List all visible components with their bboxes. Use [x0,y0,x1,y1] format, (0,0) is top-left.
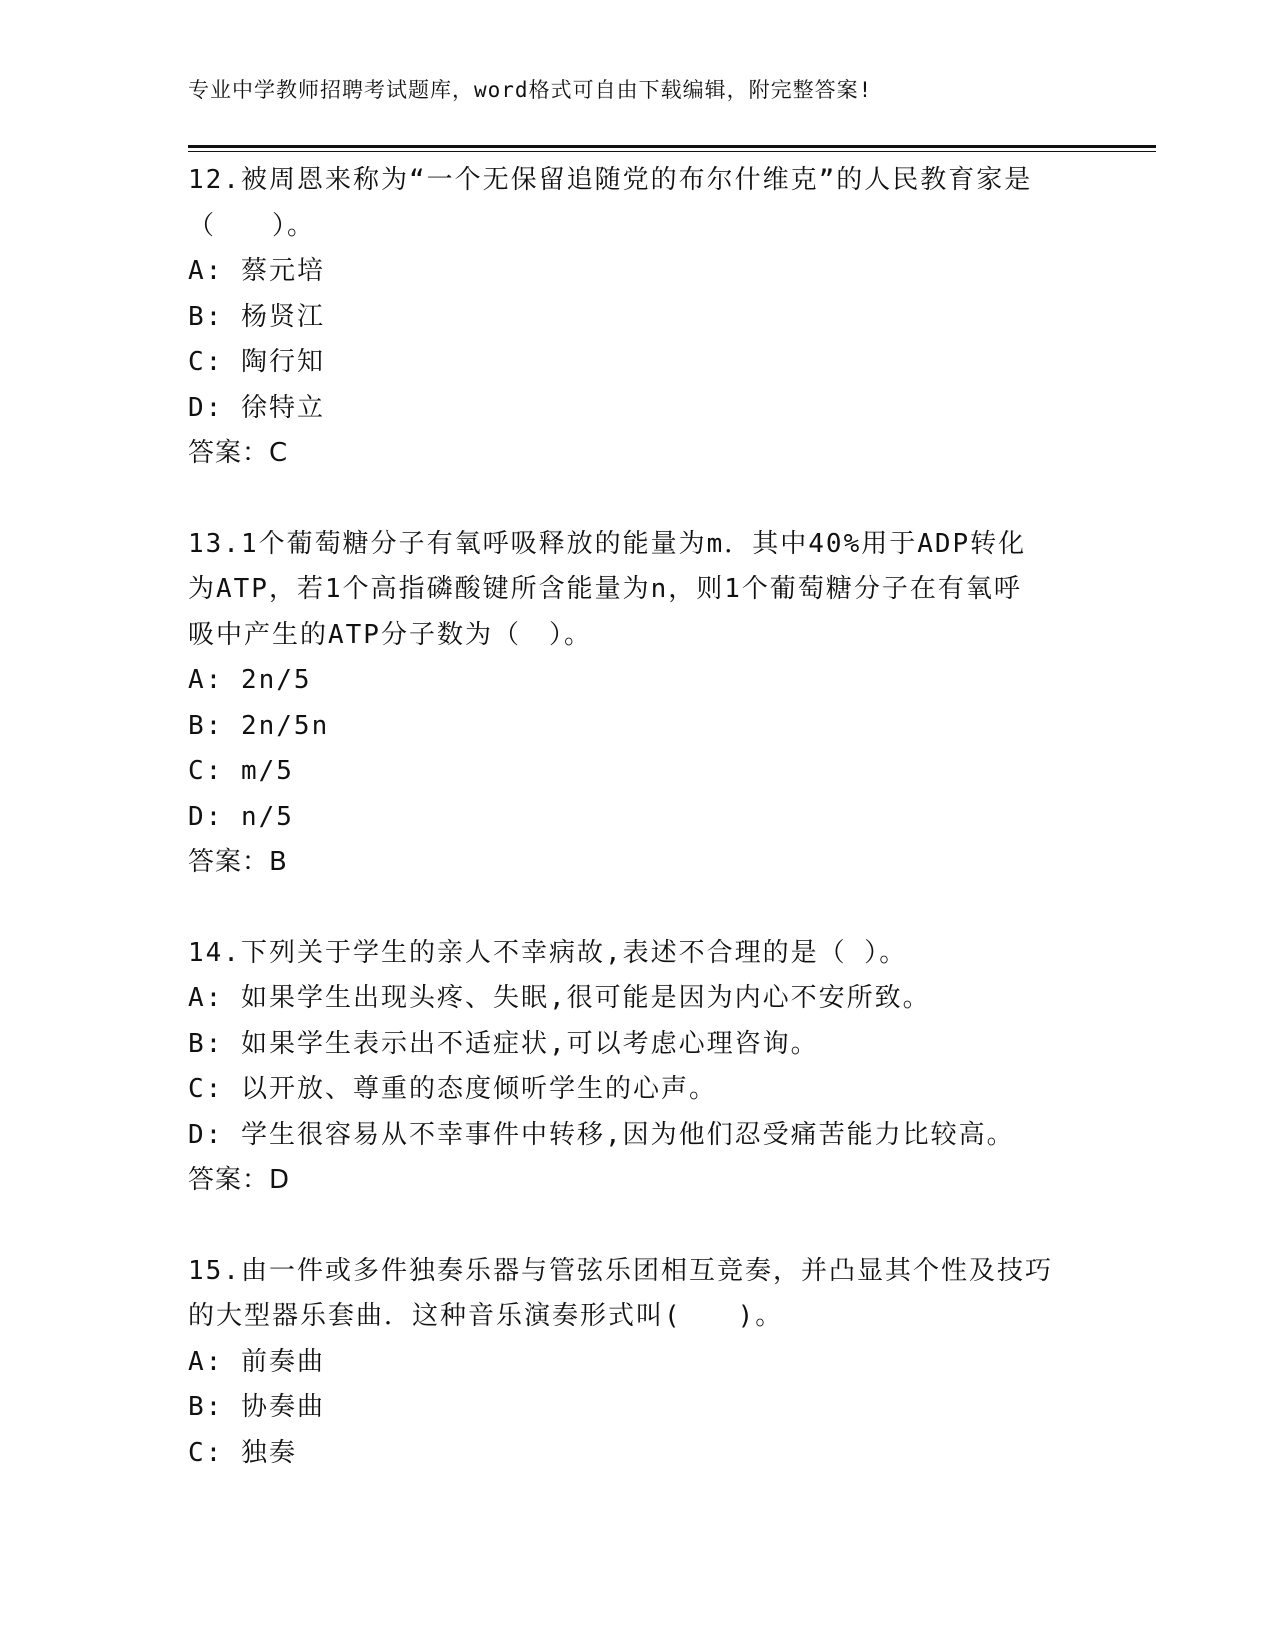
option-a: A: 如果学生出现头疼、失眠,很可能是因为内心不安所致。 [188,983,931,1013]
page-header: 专业中学教师招聘考试题库，word格式可自由下载编辑，附完整答案! [188,78,873,102]
question-text-line: 13.1个葡萄糖分子有氧呼吸释放的能量为m．其中40%用于ADP转化 [188,528,1027,559]
spacer [188,477,1088,522]
option-a: A: 2n/5 [188,665,312,695]
question-text-line: 15.由一件或多件独奏乐器与管弦乐团相互竞奏，并凸显其个性及技巧 [188,1255,1053,1286]
question-14 [188,931,1088,1204]
option-a: A: 前奏曲 [188,1346,325,1377]
option-c: C: 以开放、尊重的态度倾听学生的心声。 [188,1074,717,1104]
question-text-line: 12.被周恩来称为“一个无保留追随党的布尔什维克”的人民教育家是 [188,165,1033,195]
question-text-line: （ ）。 [188,210,316,241]
question-text-line: 的大型器乐套曲．这种音乐演奏形式叫( )。 [188,1301,784,1331]
question-12 [188,158,1088,477]
question-13 [188,522,1088,886]
answer: 答案：C [188,438,289,468]
option-d: D: n/5 [188,801,294,832]
option-d: D: 徐特立 [188,392,325,423]
spacer [188,886,1088,931]
question-text-line: 为ATP，若1个高指磷酸键所含能量为n，则1个葡萄糖分子在有氧呼 [188,574,1022,604]
option-b: B: 如果学生表示出不适症状,可以考虑心理咨询。 [188,1028,819,1059]
option-c: C: m/5 [188,756,294,786]
answer: 答案：D [188,1165,291,1195]
spacer [188,1204,1088,1249]
option-b: B: 杨贤江 [188,301,325,332]
question-list [188,158,1088,1476]
option-b: B: 协奏曲 [188,1392,325,1422]
option-b: B: 2n/5n [188,710,330,741]
option-c: C: 独奏 [188,1437,297,1468]
answer: 答案：B [188,847,288,877]
question-text-line: 14.下列关于学生的亲人不幸病故,表述不合理的是（ ）。 [188,937,908,968]
header-rule-thin [188,151,1156,152]
question-text-line: 吸中产生的ATP分子数为（ ）。 [188,619,592,650]
option-c: C: 陶行知 [188,347,325,377]
option-a: A: 蔡元培 [188,256,325,286]
option-d: D: 学生很容易从不幸事件中转移,因为他们忍受痛苦能力比较高。 [188,1119,1015,1150]
question-15 [188,1249,1088,1477]
header-rule-thick [188,145,1156,148]
